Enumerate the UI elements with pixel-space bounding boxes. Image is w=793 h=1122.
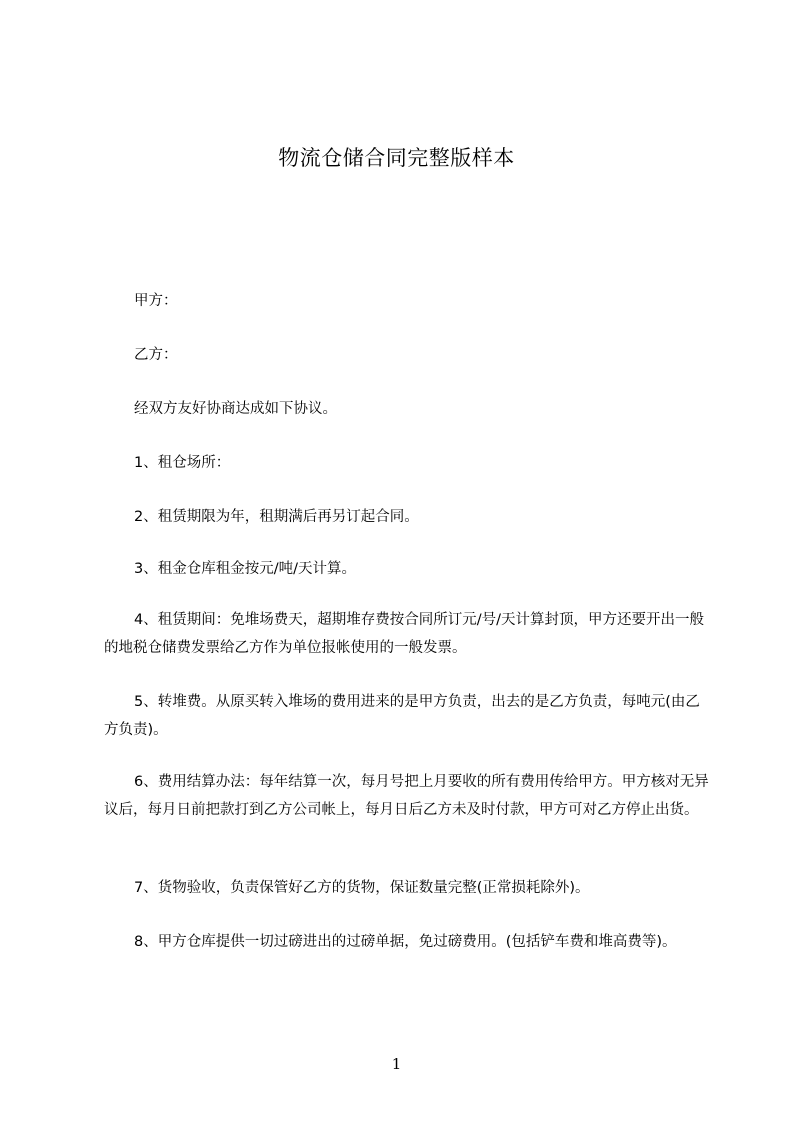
party-a-line: 甲方： — [134, 293, 178, 309]
clause-3: 3、租金仓库租金按元/吨/天计算。 — [134, 561, 356, 577]
clause-4: 4、租赁期间：免堆场费天，超期堆存费按合同所订元/号/天计算封顶，甲方还要开出一般的地税仓储费发票给乙方作为单位报帐使用的一般发票。 — [104, 612, 704, 656]
clause-8: 8、甲方仓库提供一切过磅进出的过磅单据，免过磅费用。(包括铲车费和堆高费等)。 — [134, 934, 677, 950]
document-title: 物流仓储合同完整版样本 — [278, 146, 515, 170]
clause-5: 5、转堆费。从原买转入堆场的费用进来的是甲方负责，出去的是乙方负责，每吨元(由乙方负责)。 — [104, 694, 700, 738]
clause-7: 7、货物验收，负责保管好乙方的货物，保证数量完整(正常损耗除外)。 — [134, 880, 590, 896]
clause-1: 1、租仓场所： — [134, 455, 231, 471]
intro-paragraph: 经双方友好协商达成如下协议。 — [134, 401, 337, 417]
page-number: 1 — [391, 1055, 402, 1073]
clause-6: 6、费用结算办法：每年结算一次，每月号把上月要收的所有费用传给甲方。甲方核对无异议后，每月日前把款打到乙方公司帐上，每月日后乙方未及时付款，甲方可对乙方停止出货。 — [104, 774, 709, 818]
party-b-line: 乙方： — [134, 347, 178, 363]
clause-2: 2、租赁期限为年，租期满后再另订起合同。 — [134, 509, 419, 525]
